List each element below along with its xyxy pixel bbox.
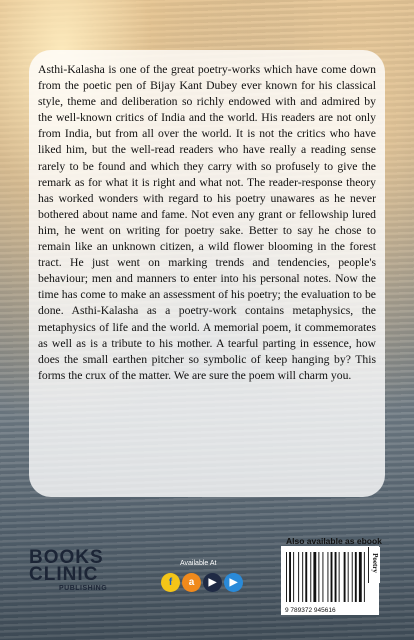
barcode-bar <box>327 552 328 602</box>
ebook-availability-label: Also available as ebook <box>286 536 382 546</box>
barcode-graphic <box>281 546 367 615</box>
barcode-bar <box>352 552 353 602</box>
barcode-bar <box>313 552 316 602</box>
back-cover-text-panel <box>29 50 385 497</box>
barcode-bar <box>359 552 362 602</box>
barcode-bar <box>322 552 323 602</box>
isbn-barcode <box>281 546 379 615</box>
barcode-bar <box>335 552 337 602</box>
barcode-bar <box>339 552 340 602</box>
genre-label: Poetry <box>371 553 379 573</box>
barcode-bar <box>302 552 303 602</box>
barcode-bar <box>355 552 357 602</box>
publisher-logo-line1: BOOKS <box>29 547 104 568</box>
barcode-bar <box>344 552 346 602</box>
publisher-logo <box>29 547 129 595</box>
barcode-bar <box>298 552 299 602</box>
store-icons <box>161 573 243 592</box>
genre-tab <box>368 547 380 583</box>
barcode-bar <box>318 552 319 602</box>
barcode-bar <box>289 552 291 602</box>
amazon-icon[interactable]: a <box>182 573 201 592</box>
kindle-icon[interactable]: ▶ <box>224 573 243 592</box>
isbn-number: 9 789372 945616 <box>285 607 336 614</box>
barcode-bar <box>348 552 349 602</box>
barcode-bar <box>310 552 311 602</box>
play-store-icon[interactable]: ▶ <box>203 573 222 592</box>
barcode-bar <box>305 552 307 602</box>
barcode-bar <box>364 552 365 602</box>
barcode-bar <box>293 552 294 602</box>
book-blurb: Asthi-Kalasha is one of the great poetry-works which have come down from the poetic pen of Bijay Kant Dubey ever known for his classical style, theme and deliberation so richly endowed with and admired by the well-known critics of India and the world. His readers are not only from India, but from all over the world. It is not the critics who have liked him, but the well-read readers who have really a reading sense rarely to be found and which they carry with so profusely to give the remark as for what it is right and what not. The reader-response theory has worked wonders with regard to his poetry unawares as he never bothered about name and fame. Not even any grant or fellowship lured him, he went on writing for poetry sake. Better to say he chose to remain like an unknown citizen, a wild flower blooming in the forest tract. He just went on marking trends and tendencies, people's behaviour; men and manners to enter into his personal notes. Now the time has come to make an assessment of his poetry; the evaluation to be done. Asthi-Kalasha as a poetry-work contains metaphysics, the metaphysics of life and the world. A memorial poem, it commemorates as well as is a tribute to his mother. A tearful parting in essence, how does the small earthen pitcher so symbolic of keep hanging by? This forms the crux of the matter. We are sure the poem will charm you. <box>38 63 376 382</box>
publisher-logo-line3: PUBLISHING <box>59 585 108 592</box>
barcode-bar <box>286 552 287 602</box>
flipkart-icon[interactable]: f <box>161 573 180 592</box>
publisher-logo-line2: CLINIC <box>29 564 99 585</box>
barcode-bar <box>331 552 333 602</box>
available-at-label: Available At <box>180 560 217 567</box>
